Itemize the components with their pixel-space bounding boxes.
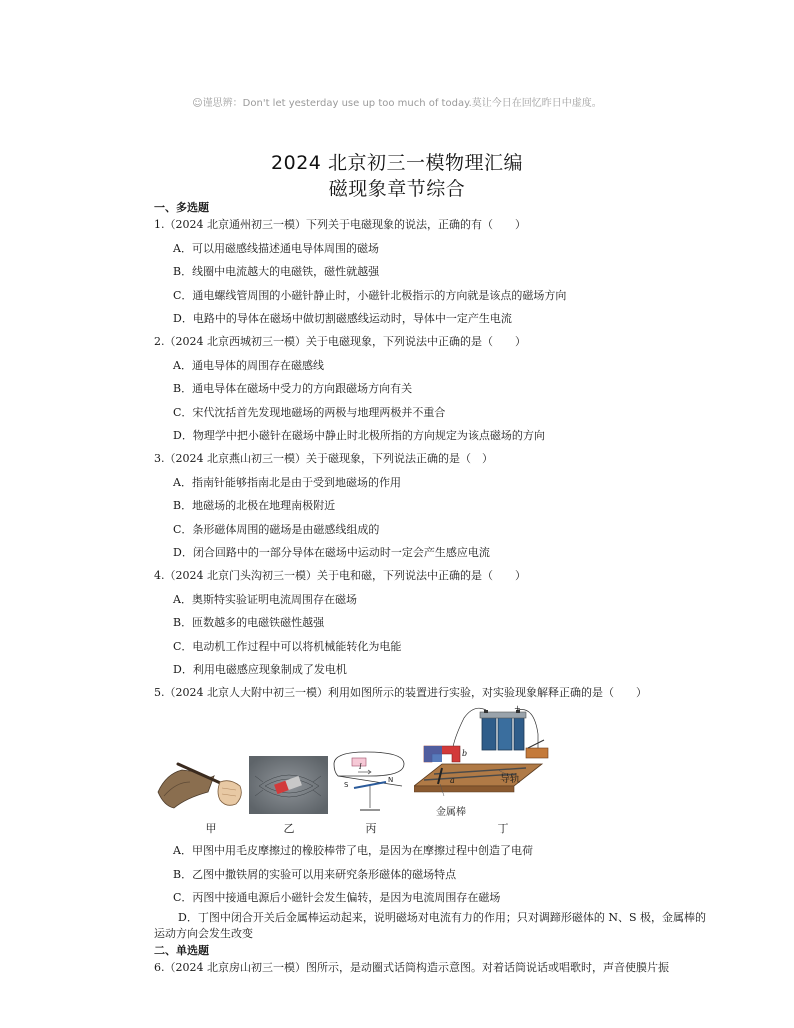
figure-caption-ding: 丁 xyxy=(497,822,509,835)
question-4-stem: 4.（2024 北京门头沟初三一模）关于电和磁，下列说法中正确的是（ ） xyxy=(154,569,526,582)
figure-bing-oersted-experiment xyxy=(330,748,408,814)
document-subtitle: 磁现象章节综合 xyxy=(328,178,466,200)
question-5-option-a: A．甲图中用毛皮摩擦过的橡胶棒带了电，是因为在摩擦过程中创造了电荷 xyxy=(173,844,533,857)
question-3-stem: 3.（2024 北京燕山初三一模）关于磁现象，下列说法正确的是（ ） xyxy=(154,452,493,465)
question-2-option-a: A．通电导体的周围存在磁感线 xyxy=(173,359,324,372)
figure-ding-label-rail: 导轨 xyxy=(500,774,520,785)
figure-ding-label-a: a xyxy=(450,776,455,785)
figure-yi-iron-filings xyxy=(249,756,328,814)
figure-bing-label-s: S xyxy=(344,781,349,789)
question-1-option-b: B．线圈中电流越大的电磁铁，磁性就越强 xyxy=(173,265,380,278)
question-3-option-c: C．条形磁体周围的磁场是由磁感线组成的 xyxy=(173,523,380,536)
question-1-option-d: D．电路中的导体在磁场中做切割磁感线运动时，导体中一定产生电流 xyxy=(173,312,512,325)
question-5-option-b: B．乙图中撒铁屑的实验可以用来研究条形磁体的磁场特点 xyxy=(173,868,457,881)
question-5-option-c: C．丙图中接通电源后小磁针会发生偏转，是因为电流周围存在磁场 xyxy=(173,891,501,904)
figure-caption-jia: 甲 xyxy=(205,822,217,835)
question-3-option-d: D．闭合回路中的一部分导体在磁场中运动时一定会产生感应电流 xyxy=(173,546,490,559)
question-2-option-c: C．宋代沈括首先发现地磁场的两极与地理两极并不重合 xyxy=(173,406,446,419)
question-5-option-d: D．丁图中闭合开关后金属棒运动起来，说明磁场对电流有力的作用；只对调蹄形磁体的 N、S 极，金属棒的运动方向会发生改变 xyxy=(154,911,706,940)
question-2-option-b: B．通电导体在磁场中受力的方向跟磁场方向有关 xyxy=(173,382,413,395)
document-title: 2024 北京初三一模物理汇编 xyxy=(271,152,523,174)
question-4-option-b: B．匝数越多的电磁铁磁性越强 xyxy=(173,616,325,629)
question-1-stem: 1.（2024 北京通州初三一模）下列关于电磁现象的说法，正确的有（ ） xyxy=(154,218,526,231)
figure-bing-label-n: N xyxy=(388,776,394,784)
figure-bing-label-i: I xyxy=(359,763,362,771)
question-2-option-d: D．物理学中把小磁针在磁场中静止时北极所指的方向规定为该点磁场的方向 xyxy=(173,429,545,442)
question-4-option-d: D．利用电磁感应现象制成了发电机 xyxy=(173,663,347,676)
section-heading-multiple-choice: 一、多选题 xyxy=(154,201,209,214)
question-1-option-a: A．可以用磁感线描述通电导体周围的磁场 xyxy=(173,242,379,255)
question-4-option-a: A．奥斯特实验证明电流周围存在磁场 xyxy=(173,593,357,606)
figure-caption-yi: 乙 xyxy=(283,822,295,835)
question-5-stem: 5.（2024 北京人大附中初三一模）利用如图所示的装置进行实验，对实验现象解释正确的是（ ） xyxy=(154,686,647,699)
section-heading-single-choice: 二、单选题 xyxy=(154,944,209,957)
figure-jia-fur-rubbing xyxy=(156,752,244,814)
question-6-stem: 6.（2024 北京房山初三一模）图所示，是动圈式话筒构造示意图。对着话筒说话或唱歌时，声音使膜片振 xyxy=(154,961,669,974)
motto-header: ☺谨思辨：Don't let yesterday use up too much of today.莫让今日在回忆昨日中虚度。 xyxy=(192,98,602,109)
question-3-option-a: A．指南针能够指南北是由于受到地磁场的作用 xyxy=(173,476,401,489)
question-1-option-c: C．通电螺线管周围的小磁针静止时，小磁针北极指示的方向就是该点的磁场方向 xyxy=(173,289,567,302)
question-4-option-c: C．电动机工作过程中可以将机械能转化为电能 xyxy=(173,640,402,653)
figure-ding-label-rod: 金属棒 xyxy=(436,807,466,818)
figure-caption-bing: 丙 xyxy=(365,822,377,835)
question-2-stem: 2.（2024 北京西城初三一模）关于电磁现象，下列说法中正确的是（ ） xyxy=(154,335,526,348)
question-3-option-b: B．地磁场的北极在地理南极附近 xyxy=(173,499,336,512)
figure-ding-label-plus: + xyxy=(514,704,521,713)
figure-ding-rail-motor-experiment xyxy=(414,704,560,816)
figure-ding-label-b: b xyxy=(462,749,468,758)
